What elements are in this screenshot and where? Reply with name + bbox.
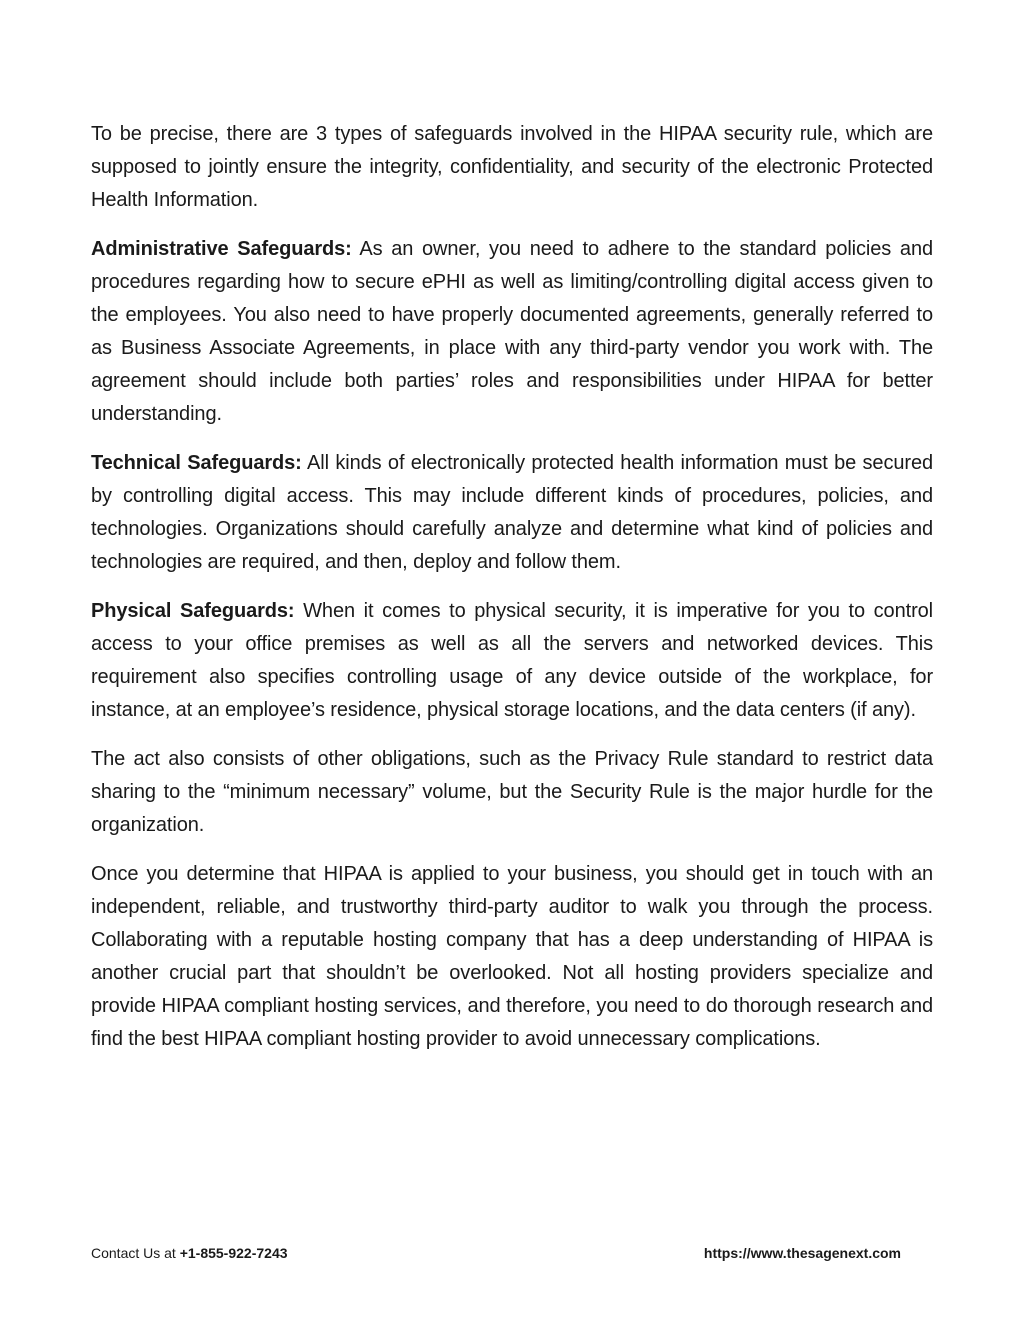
- paragraph-physical-safeguards: [91, 595, 933, 727]
- footer-website-link[interactable]: https://www.thesagenext.com: [703, 1245, 901, 1261]
- paragraph-other-obligations: [91, 743, 933, 842]
- paragraph-technical-safeguards: [91, 447, 933, 579]
- paragraph-lead: Technical Safeguards:: [91, 452, 302, 474]
- paragraph-lead: Administrative Safeguards:: [91, 238, 352, 260]
- paragraph-conclusion: [91, 858, 933, 1056]
- document-body: [91, 118, 933, 1072]
- paragraph-text: Once you determine that HIPAA is applied to your business, you should get in touch with an independent, reliable, and trustworthy third-party auditor to walk you through the process. Collaborating with a reputable hosting company that has a deep understanding of HIPAA is another crucial part that shouldn’t be overlooked. Not all hosting providers specialize and provide HIPAA compliant hosting services, and therefore, you need to do thorough research and find the best HIPAA compliant hosting provider to avoid unnecessary complications.: [91, 863, 933, 1050]
- paragraph-text: All kinds of electronically protected health information must be secured by controlling digital access. This may include different kinds of procedures, policies, and technologies. Organizations should carefully analyze and determine what kind of policies and technologies are required, and then, deploy and follow them.: [91, 452, 933, 573]
- paragraph-text: The act also consists of other obligations, such as the Privacy Rule standard to restrict data sharing to the “minimum necessary” volume, but the Security Rule is the major hurdle for the organization.: [91, 748, 933, 836]
- footer-contact: [91, 1243, 288, 1263]
- paragraph-text: When it comes to physical security, it is imperative for you to control access to your office premises as well as all the servers and networked devices. This requirement also specifies controlling usage of any device outside of the workplace, for instance, at an employee’s residence, physical storage locations, and the data centers (if any).: [91, 600, 933, 721]
- paragraph-text: As an owner, you need to adhere to the standard policies and procedures regarding how to secure ePHI as well as limiting/controlling digital access given to the employees. You also need to have properly documented agreements, generally referred to as Business Associate Agreements, in place with any third-party vendor you work with. The agreement should include both parties’ roles and responsibilities under HIPAA for better understanding.: [91, 238, 933, 425]
- paragraph-administrative-safeguards: [91, 233, 933, 431]
- footer-phone-link[interactable]: +1-855-922-7243: [179, 1245, 288, 1261]
- footer-contact-label: Contact Us at: [91, 1245, 180, 1261]
- paragraph-lead: Physical Safeguards:: [91, 600, 295, 622]
- paragraph-text: To be precise, there are 3 types of safeguards involved in the HIPAA security rule, which are supposed to jointly ensure the integrity, confidentiality, and security of the electronic Protected Health Information.: [91, 123, 933, 211]
- paragraph-intro: [91, 118, 933, 217]
